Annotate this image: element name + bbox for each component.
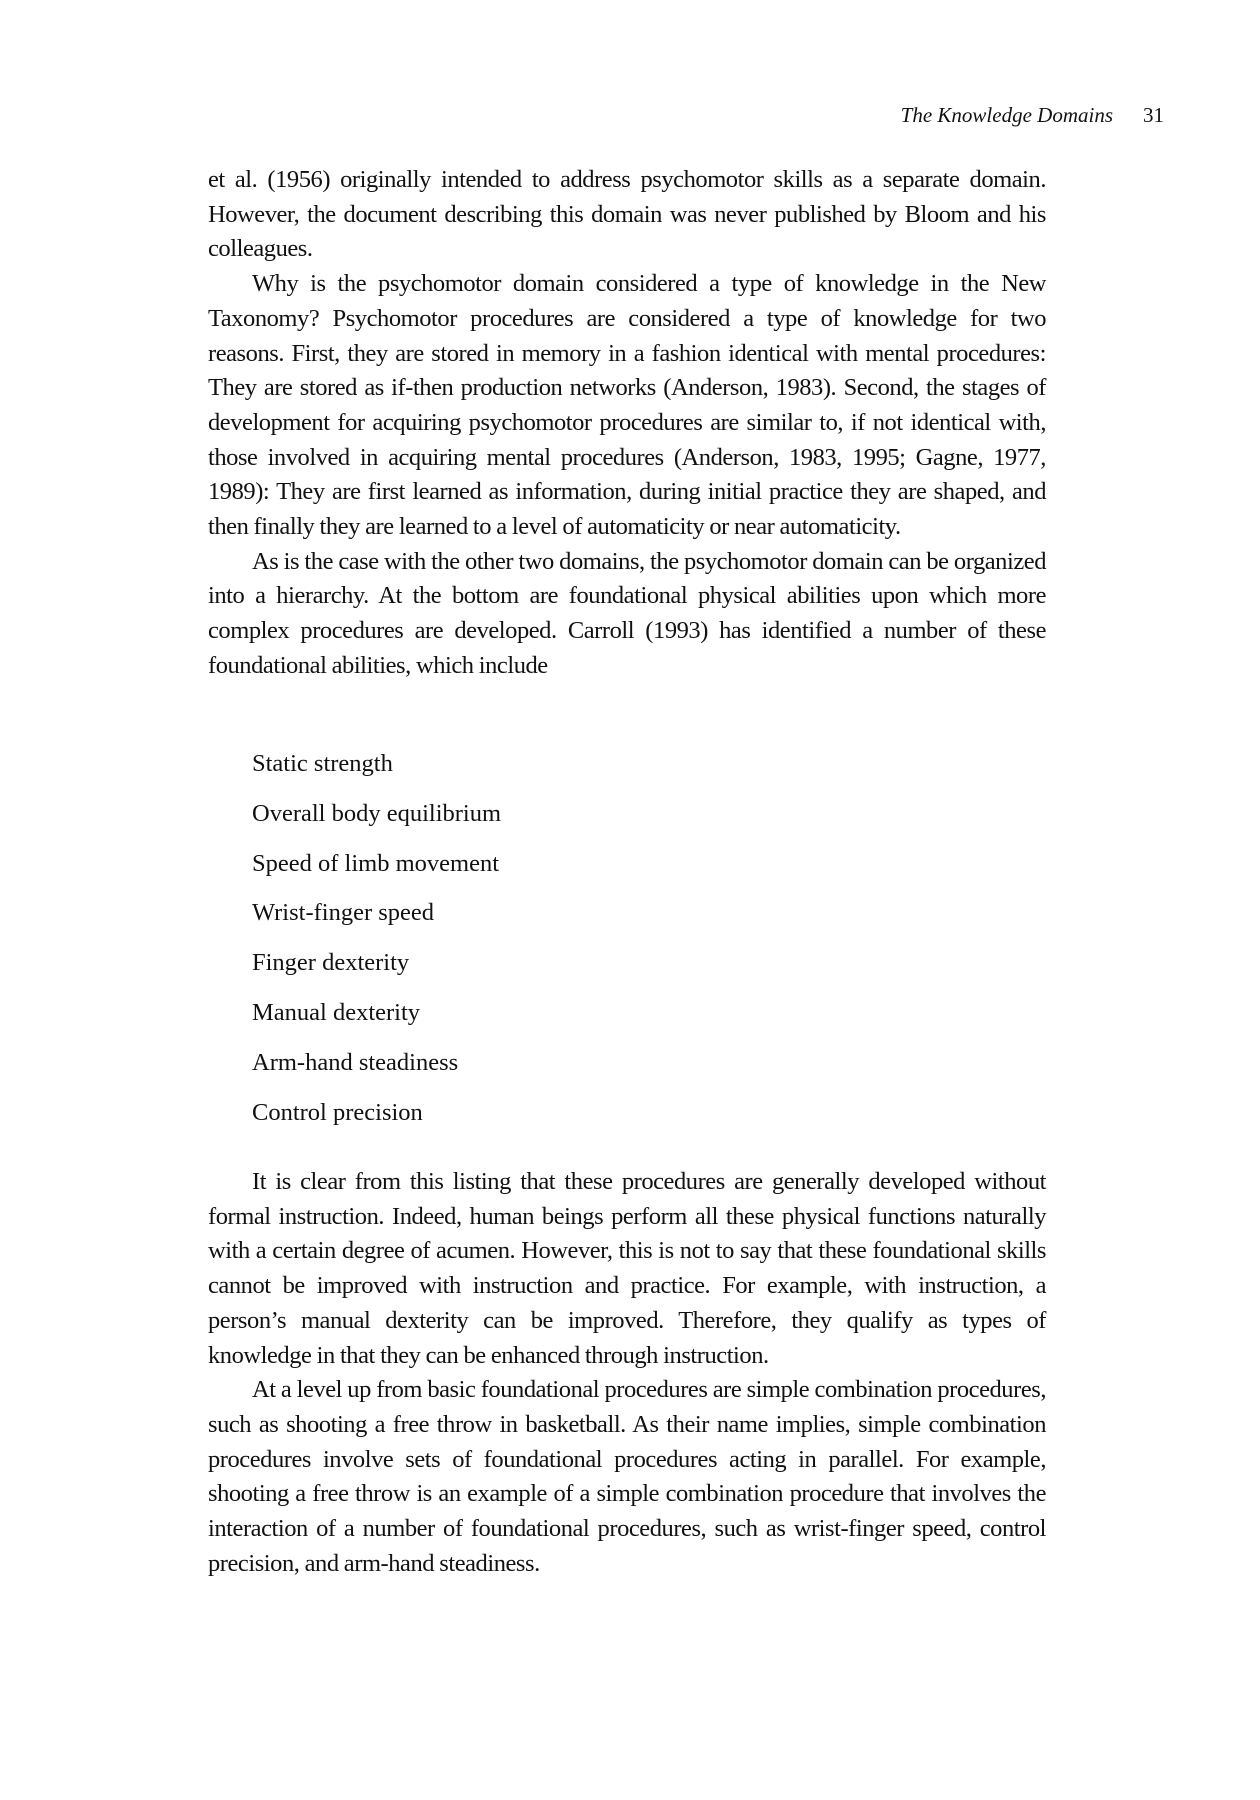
running-head-title: The Knowledge Domains xyxy=(900,103,1113,127)
list-item: Overall body equilibrium xyxy=(252,799,502,827)
paragraph-continuation: et al. (1956) originally intended to address psychomotor skills as a separate domain. However, the document describing this domain was never published by Bloom and his colleagues. xyxy=(208,166,1046,263)
list-item: Arm-hand steadiness xyxy=(252,1048,459,1076)
list-item: Wrist-finger speed xyxy=(252,899,435,927)
paragraph-simple-combination: At a level up from basic foundational procedures are simple combination procedures, such as shooting a free throw in basketball. As their name implies, simple combination procedures involve sets of foundational procedures acting in parallel. For example, shooting a free throw is an example of a simple combination procedure that involves the interaction of a number of foundational procedures, such as wrist-finger speed, control precision, and arm-hand steadiness. xyxy=(208,1376,1046,1577)
foundational-abilities-list xyxy=(252,749,501,1147)
paragraph-why-psychomotor: Why is the psychomotor domain considered a type of knowledge in the New Taxonomy? Psychomotor procedures are considered a type of knowledge for two reasons. First, they are stored in memory in a fashion identical with mental procedures: They are stored as if-then production networks (Anderson, 1983). Second, the stages of development for acquiring psychomotor procedures are similar to, if not identical with, those involved in acquiring mental procedures (Anderson, 1983, 1995; Gagne, 1977, 1989): They are first learned as information, during initial practice they are shaped, and then finally they are learned to a level of automaticity or near automaticity. xyxy=(208,270,1046,541)
list-item: Control precision xyxy=(252,1098,423,1126)
list-item: Finger dexterity xyxy=(252,949,410,977)
list-item: Manual dexterity xyxy=(252,998,421,1026)
list-item: Static strength xyxy=(252,750,393,777)
page-number: 31 xyxy=(1143,103,1164,127)
list-item: Speed of limb movement xyxy=(252,849,499,877)
body-text-bottom xyxy=(208,1165,1046,1581)
paragraph-hierarchy: As is the case with the other two domains, the psychomotor domain can be organized into a hierarchy. At the bottom are foundational physical abilities upon which more complex procedures are developed. Carroll (1993) has identified a number of these foundational abilities, which include xyxy=(208,547,1046,679)
body-text-top xyxy=(208,163,1046,684)
running-head xyxy=(901,101,1164,129)
paragraph-listing-discussion: It is clear from this listing that these procedures are generally developed without formal instruction. Indeed, human beings perform all these physical functions naturally with a certain degree of acumen. However, this is not to say that these foundational skills cannot be improved with instruction and practice. For example, with instruction, a person’s manual dexterity can be improved. Therefore, they qualify as types of knowledge in that they can be enhanced through instruction. xyxy=(208,1168,1046,1369)
